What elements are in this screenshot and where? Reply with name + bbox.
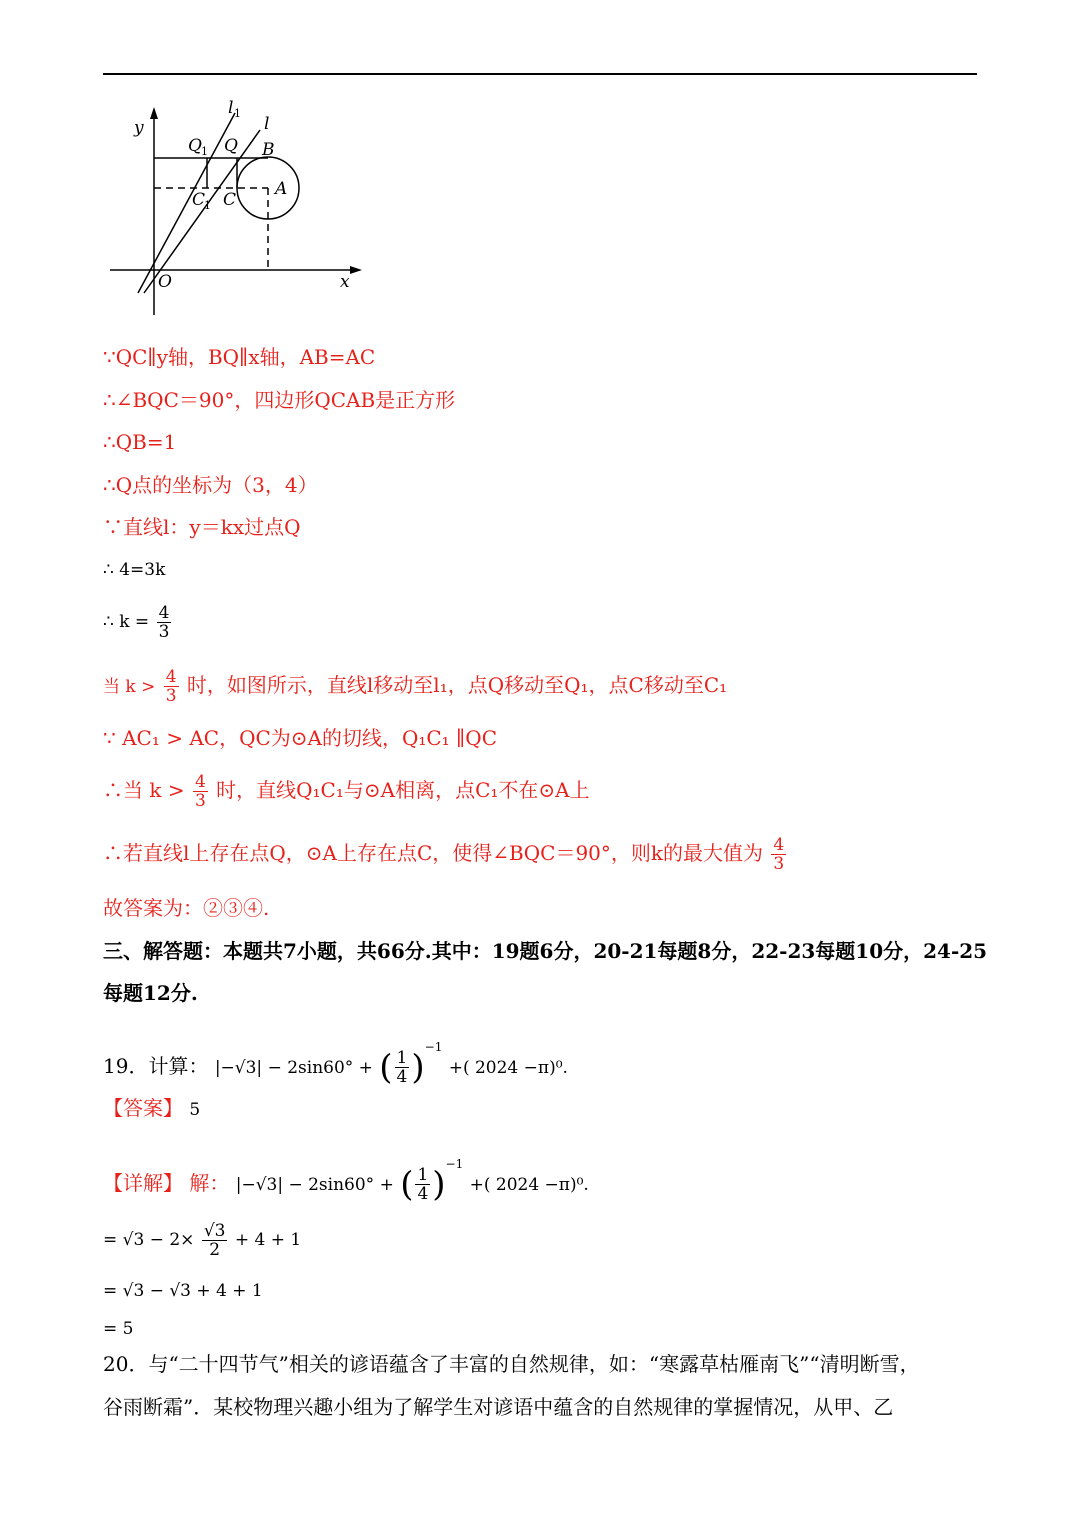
line-7-prefix: ∴ k = <box>103 612 150 632</box>
q19-frac-num: 1 <box>396 1048 408 1068</box>
label-l1-sub: 1 <box>234 107 241 120</box>
label-c: C <box>223 190 237 210</box>
q19-fraction <box>395 1049 410 1086</box>
detail-tag: 【详解】 <box>103 1171 183 1195</box>
label-c1-sub: 1 <box>204 199 211 212</box>
detail-frac-num: 1 <box>417 1165 429 1185</box>
fraction-4-3-d <box>771 836 786 873</box>
line-8 <box>103 668 727 705</box>
detail-expression: |−√3| − 2sin60° + <box>235 1175 394 1195</box>
question-19: 19．计算： |−√3| − 2sin60° + ( $\frac{1}{4}$ )$^{-1}$ +( 2024 −π)⁰. <box>103 1040 568 1088</box>
line-6: ∴ 4=3k <box>103 560 166 580</box>
label-q1: Q <box>188 136 202 156</box>
line-3: ∴QB=1 <box>103 430 177 454</box>
q19-prefix: 19．计算： <box>103 1054 209 1078</box>
step-1-num: √3 <box>203 1221 226 1241</box>
line-12: 故答案为：②③④. <box>103 896 270 920</box>
section-heading-2: 每题12分. <box>103 981 198 1005</box>
y-axis-arrow <box>150 107 158 119</box>
q19-exponent: −1 <box>424 1040 443 1054</box>
step-1-a: = √3 − 2× <box>103 1230 195 1250</box>
label-x: x <box>340 272 350 292</box>
answer-line <box>103 1094 200 1124</box>
section-heading-1: 三、解答题：本题共7小题，共66分.其中：19题6分，20-21每题8分，22-23每题10分，24-25 <box>103 939 988 963</box>
detail-line: 【详解】 解： |−√3| − 2sin60° + ( $\frac{1}{4}$ )$^{-1}$ +( 2024 −π)⁰. <box>103 1157 589 1205</box>
q19-tail: +( 2024 −π)⁰. <box>448 1058 568 1078</box>
line-11 <box>103 836 788 873</box>
detail-prefix: 解： <box>189 1171 230 1195</box>
fraction-4-3-c <box>193 773 208 810</box>
label-q: Q <box>224 136 238 156</box>
label-y: y <box>134 118 144 138</box>
label-q1-sub: 1 <box>201 145 208 158</box>
fraction-4-3-b <box>164 668 179 705</box>
answer-tag: 【答案】 <box>103 1096 183 1120</box>
line-8-suffix: 时，如图所示，直线l移动至l₁，点Q移动至Q₁，点C移动至C₁ <box>186 673 728 697</box>
line-4: ∴Q点的坐标为（3，4） <box>103 473 318 497</box>
frac-numerator: 4 <box>194 772 206 792</box>
step-3: = 5 <box>103 1319 134 1339</box>
step-1 <box>103 1222 301 1259</box>
line-5: ∵直线l：y＝kx过点Q <box>103 515 301 539</box>
line-2: ∴∠BQC＝90°，四边形QCAB是正方形 <box>103 388 456 412</box>
frac-numerator: 4 <box>773 835 785 855</box>
answer-value: 5 <box>189 1100 201 1120</box>
detail-tail: +( 2024 −π)⁰. <box>469 1175 589 1195</box>
line-11-text: ∴若直线l上存在点Q，⊙A上存在点C，使得∠BQC＝90°，则k的最大值为 <box>103 841 764 865</box>
q19-frac-den: 4 <box>396 1067 408 1087</box>
step-1-den: 2 <box>209 1240 221 1260</box>
label-l: l <box>264 114 270 134</box>
x-axis-arrow <box>350 266 362 274</box>
label-l1: l <box>228 98 234 118</box>
line-9: ∵ AC₁ > AC，QC为⊙A的切线，Q₁C₁ ∥QC <box>103 726 497 750</box>
step-1-fraction <box>202 1222 228 1259</box>
line-7 <box>103 604 173 641</box>
frac-denominator: 3 <box>194 791 206 811</box>
frac-numerator: 4 <box>165 667 177 687</box>
frac-denominator: 3 <box>158 622 170 642</box>
label-o: O <box>158 272 172 292</box>
q19-expression: |−√3| − 2sin60° + <box>214 1058 373 1078</box>
detail-fraction <box>415 1166 430 1203</box>
question-20-line-1: 20．与“二十四节气”相关的谚语蕴含了丰富的自然规律，如：“寒露草枯雁南飞”“清明断雪， <box>103 1352 920 1376</box>
label-c1: C <box>192 190 206 210</box>
frac-denominator: 3 <box>773 854 785 874</box>
detail-exponent: −1 <box>445 1157 464 1171</box>
header-rule <box>103 73 977 75</box>
line-10-prefix: ∴当 k > <box>103 778 185 802</box>
label-b: B <box>262 140 275 160</box>
step-2: = √3 − √3 + 4 + 1 <box>103 1281 263 1301</box>
step-1-b: + 4 + 1 <box>234 1230 302 1250</box>
label-a: A <box>275 179 288 199</box>
fraction-4-3 <box>157 604 172 641</box>
line-10-suffix: 时，直线Q₁C₁与⊙A相离，点C₁不在⊙A上 <box>216 778 590 802</box>
geometry-figure <box>100 95 370 325</box>
detail-frac-den: 4 <box>417 1184 429 1204</box>
line-8-prefix: 当 k > <box>103 677 156 697</box>
line-l1 <box>138 113 235 293</box>
frac-denominator: 3 <box>165 686 177 706</box>
question-20-line-2: 谷雨断霜”．某校物理兴趣小组为了解学生对谚语中蕴含的自然规律的掌握情况，从甲、乙 <box>103 1395 894 1419</box>
line-10 <box>103 773 590 810</box>
line-1: ∵QC∥y轴，BQ∥x轴，AB=AC <box>103 345 376 369</box>
frac-numerator: 4 <box>158 603 170 623</box>
